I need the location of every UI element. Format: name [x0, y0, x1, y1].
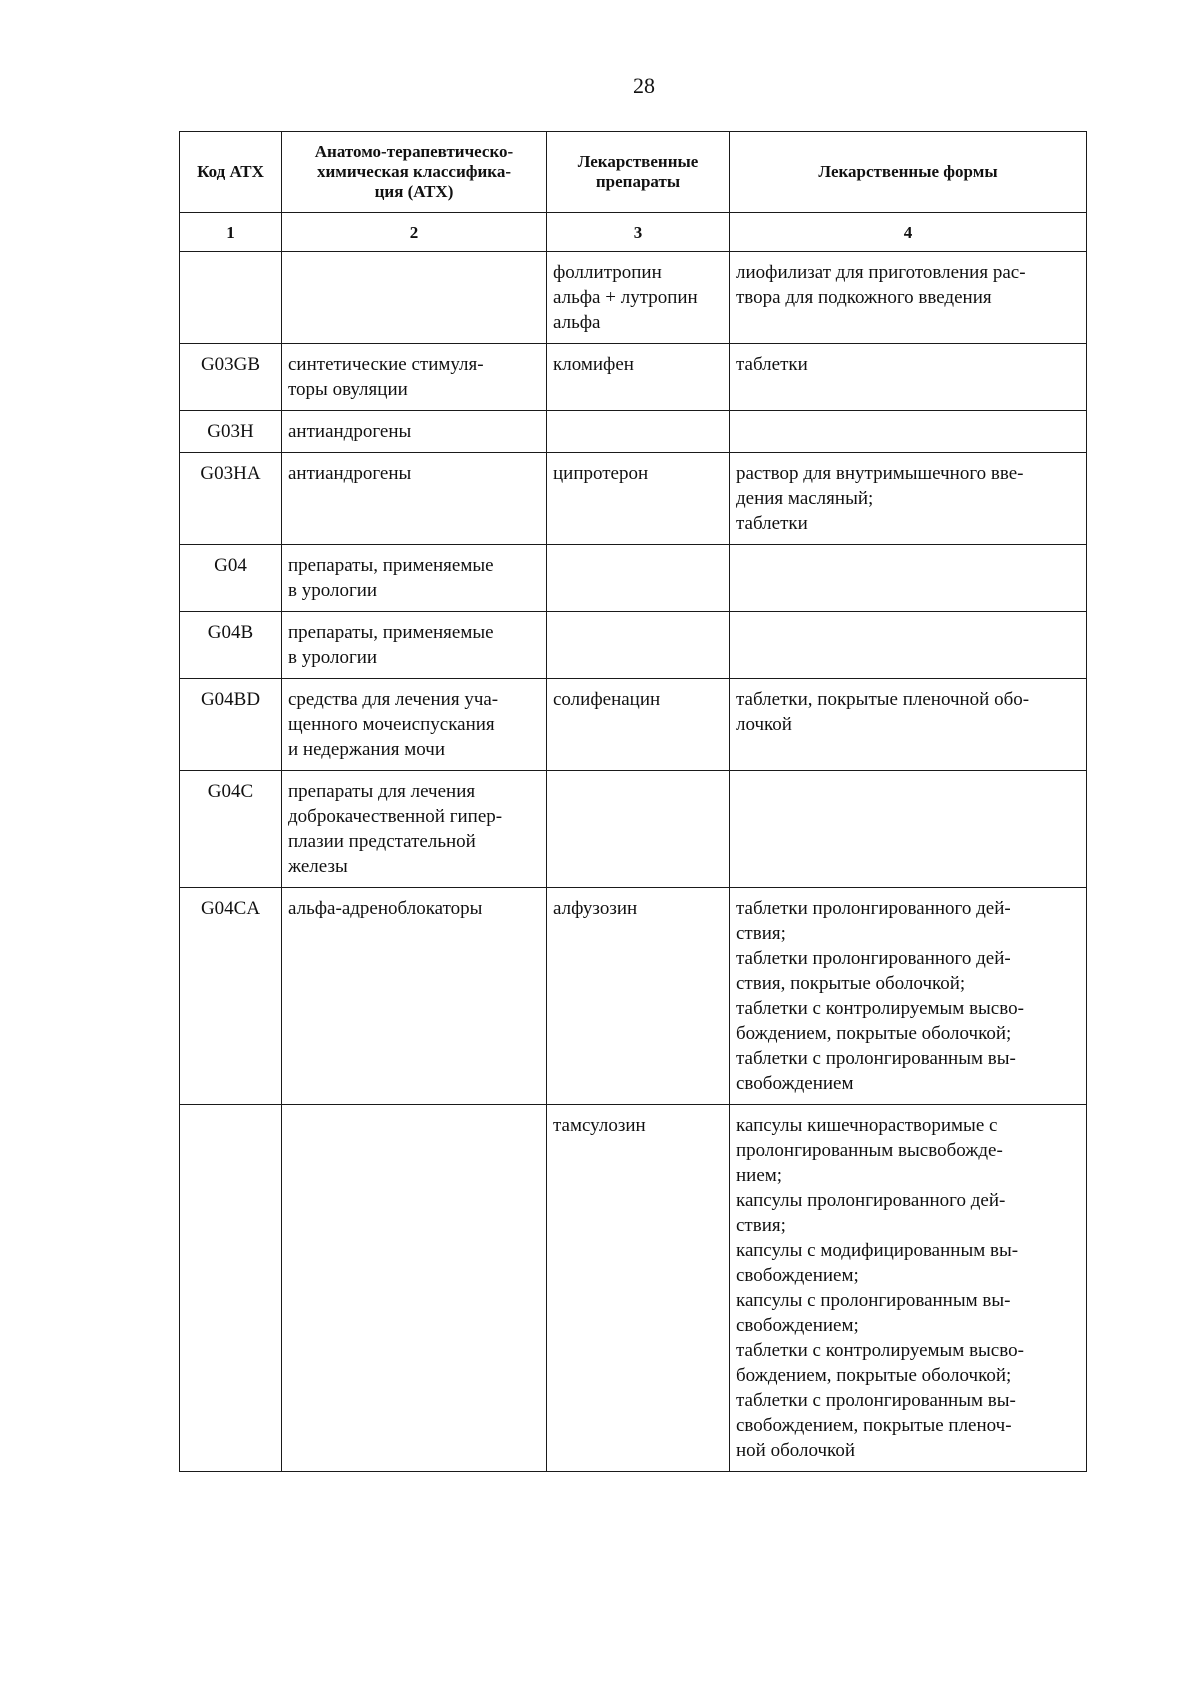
drug-cell: фоллитропин альфа + лутропин альфа — [547, 252, 730, 344]
classification-cell: препараты, применяемые в урологии — [282, 545, 547, 612]
header-forms: Лекарственные формы — [730, 132, 1087, 213]
code-cell — [180, 1105, 282, 1472]
header-code: Код АТХ — [180, 132, 282, 213]
code-cell: G03GB — [180, 344, 282, 411]
classification-cell: препараты для лечения доброкачественной гипер- плазии предстательной железы — [282, 771, 547, 888]
table-row — [180, 344, 1087, 411]
classification-cell: препараты, применяемые в урологии — [282, 612, 547, 679]
classification-cell: средства для лечения уча- щенного мочеиспускания и недержания мочи — [282, 679, 547, 771]
table-row — [180, 453, 1087, 545]
page-number: 28 — [633, 73, 655, 98]
column-number: 3 — [547, 213, 730, 252]
table-row — [180, 1105, 1087, 1472]
code-cell: G03H — [180, 411, 282, 453]
drug-cell: кломифен — [547, 344, 730, 411]
classification-cell: антиандрогены — [282, 453, 547, 545]
code-cell — [180, 252, 282, 344]
drug-cell: тамсулозин — [547, 1105, 730, 1472]
forms-cell: капсулы кишечнорастворимые с пролонгированным высвобожде- нием; капсулы пролонгированного дей- ствия; капсулы с модифицированным вы- свобождением; капсулы с пролонгированным вы- свобождением; таблетки с контролируемым высво- бождением, покрытые оболочкой; таблетки с пролонгированным вы- свобождением, покрытые пленоч- ной оболочкой — [730, 1105, 1087, 1472]
header-classification: Анатомо-терапевтическо- химическая классифика- ция (АТХ) — [282, 132, 547, 213]
table-row — [180, 679, 1087, 771]
table-row — [180, 411, 1087, 453]
column-number: 2 — [282, 213, 547, 252]
table-row — [180, 771, 1087, 888]
code-cell: G04CA — [180, 888, 282, 1105]
code-cell: G04BD — [180, 679, 282, 771]
classification-cell: синтетические стимуля- торы овуляции — [282, 344, 547, 411]
code-cell: G04C — [180, 771, 282, 888]
header-drugs: Лекарственные препараты — [547, 132, 730, 213]
atc-table — [179, 131, 1087, 1472]
forms-cell — [730, 771, 1087, 888]
forms-cell: лиофилизат для приготовления рас- твора для подкожного введения — [730, 252, 1087, 344]
drug-cell — [547, 411, 730, 453]
forms-cell — [730, 411, 1087, 453]
drug-cell: ципротерон — [547, 453, 730, 545]
forms-cell: таблетки пролонгированного дей- ствия; таблетки пролонгированного дей- ствия, покрытые оболочкой; таблетки с контролируемым высво- бождением, покрытые оболочкой; таблетки с пролонгированным вы- свобождением — [730, 888, 1087, 1105]
forms-cell — [730, 612, 1087, 679]
column-number-row — [180, 213, 1087, 252]
forms-cell — [730, 545, 1087, 612]
drug-cell — [547, 545, 730, 612]
drug-cell — [547, 771, 730, 888]
table-row — [180, 612, 1087, 679]
table-row — [180, 888, 1087, 1105]
drug-cell: алфузозин — [547, 888, 730, 1105]
code-cell: G04 — [180, 545, 282, 612]
header-row — [180, 132, 1087, 213]
column-number: 1 — [180, 213, 282, 252]
column-number: 4 — [730, 213, 1087, 252]
forms-cell: раствор для внутримышечного вве- дения масляный; таблетки — [730, 453, 1087, 545]
drug-cell — [547, 612, 730, 679]
code-cell: G03HA — [180, 453, 282, 545]
forms-cell: таблетки, покрытые пленочной обо- лочкой — [730, 679, 1087, 771]
table-row — [180, 545, 1087, 612]
classification-cell: антиандрогены — [282, 411, 547, 453]
classification-cell — [282, 1105, 547, 1472]
code-cell: G04B — [180, 612, 282, 679]
table-row — [180, 252, 1087, 344]
classification-cell — [282, 252, 547, 344]
classification-cell: альфа-адреноблокаторы — [282, 888, 547, 1105]
drug-cell: солифенацин — [547, 679, 730, 771]
forms-cell: таблетки — [730, 344, 1087, 411]
